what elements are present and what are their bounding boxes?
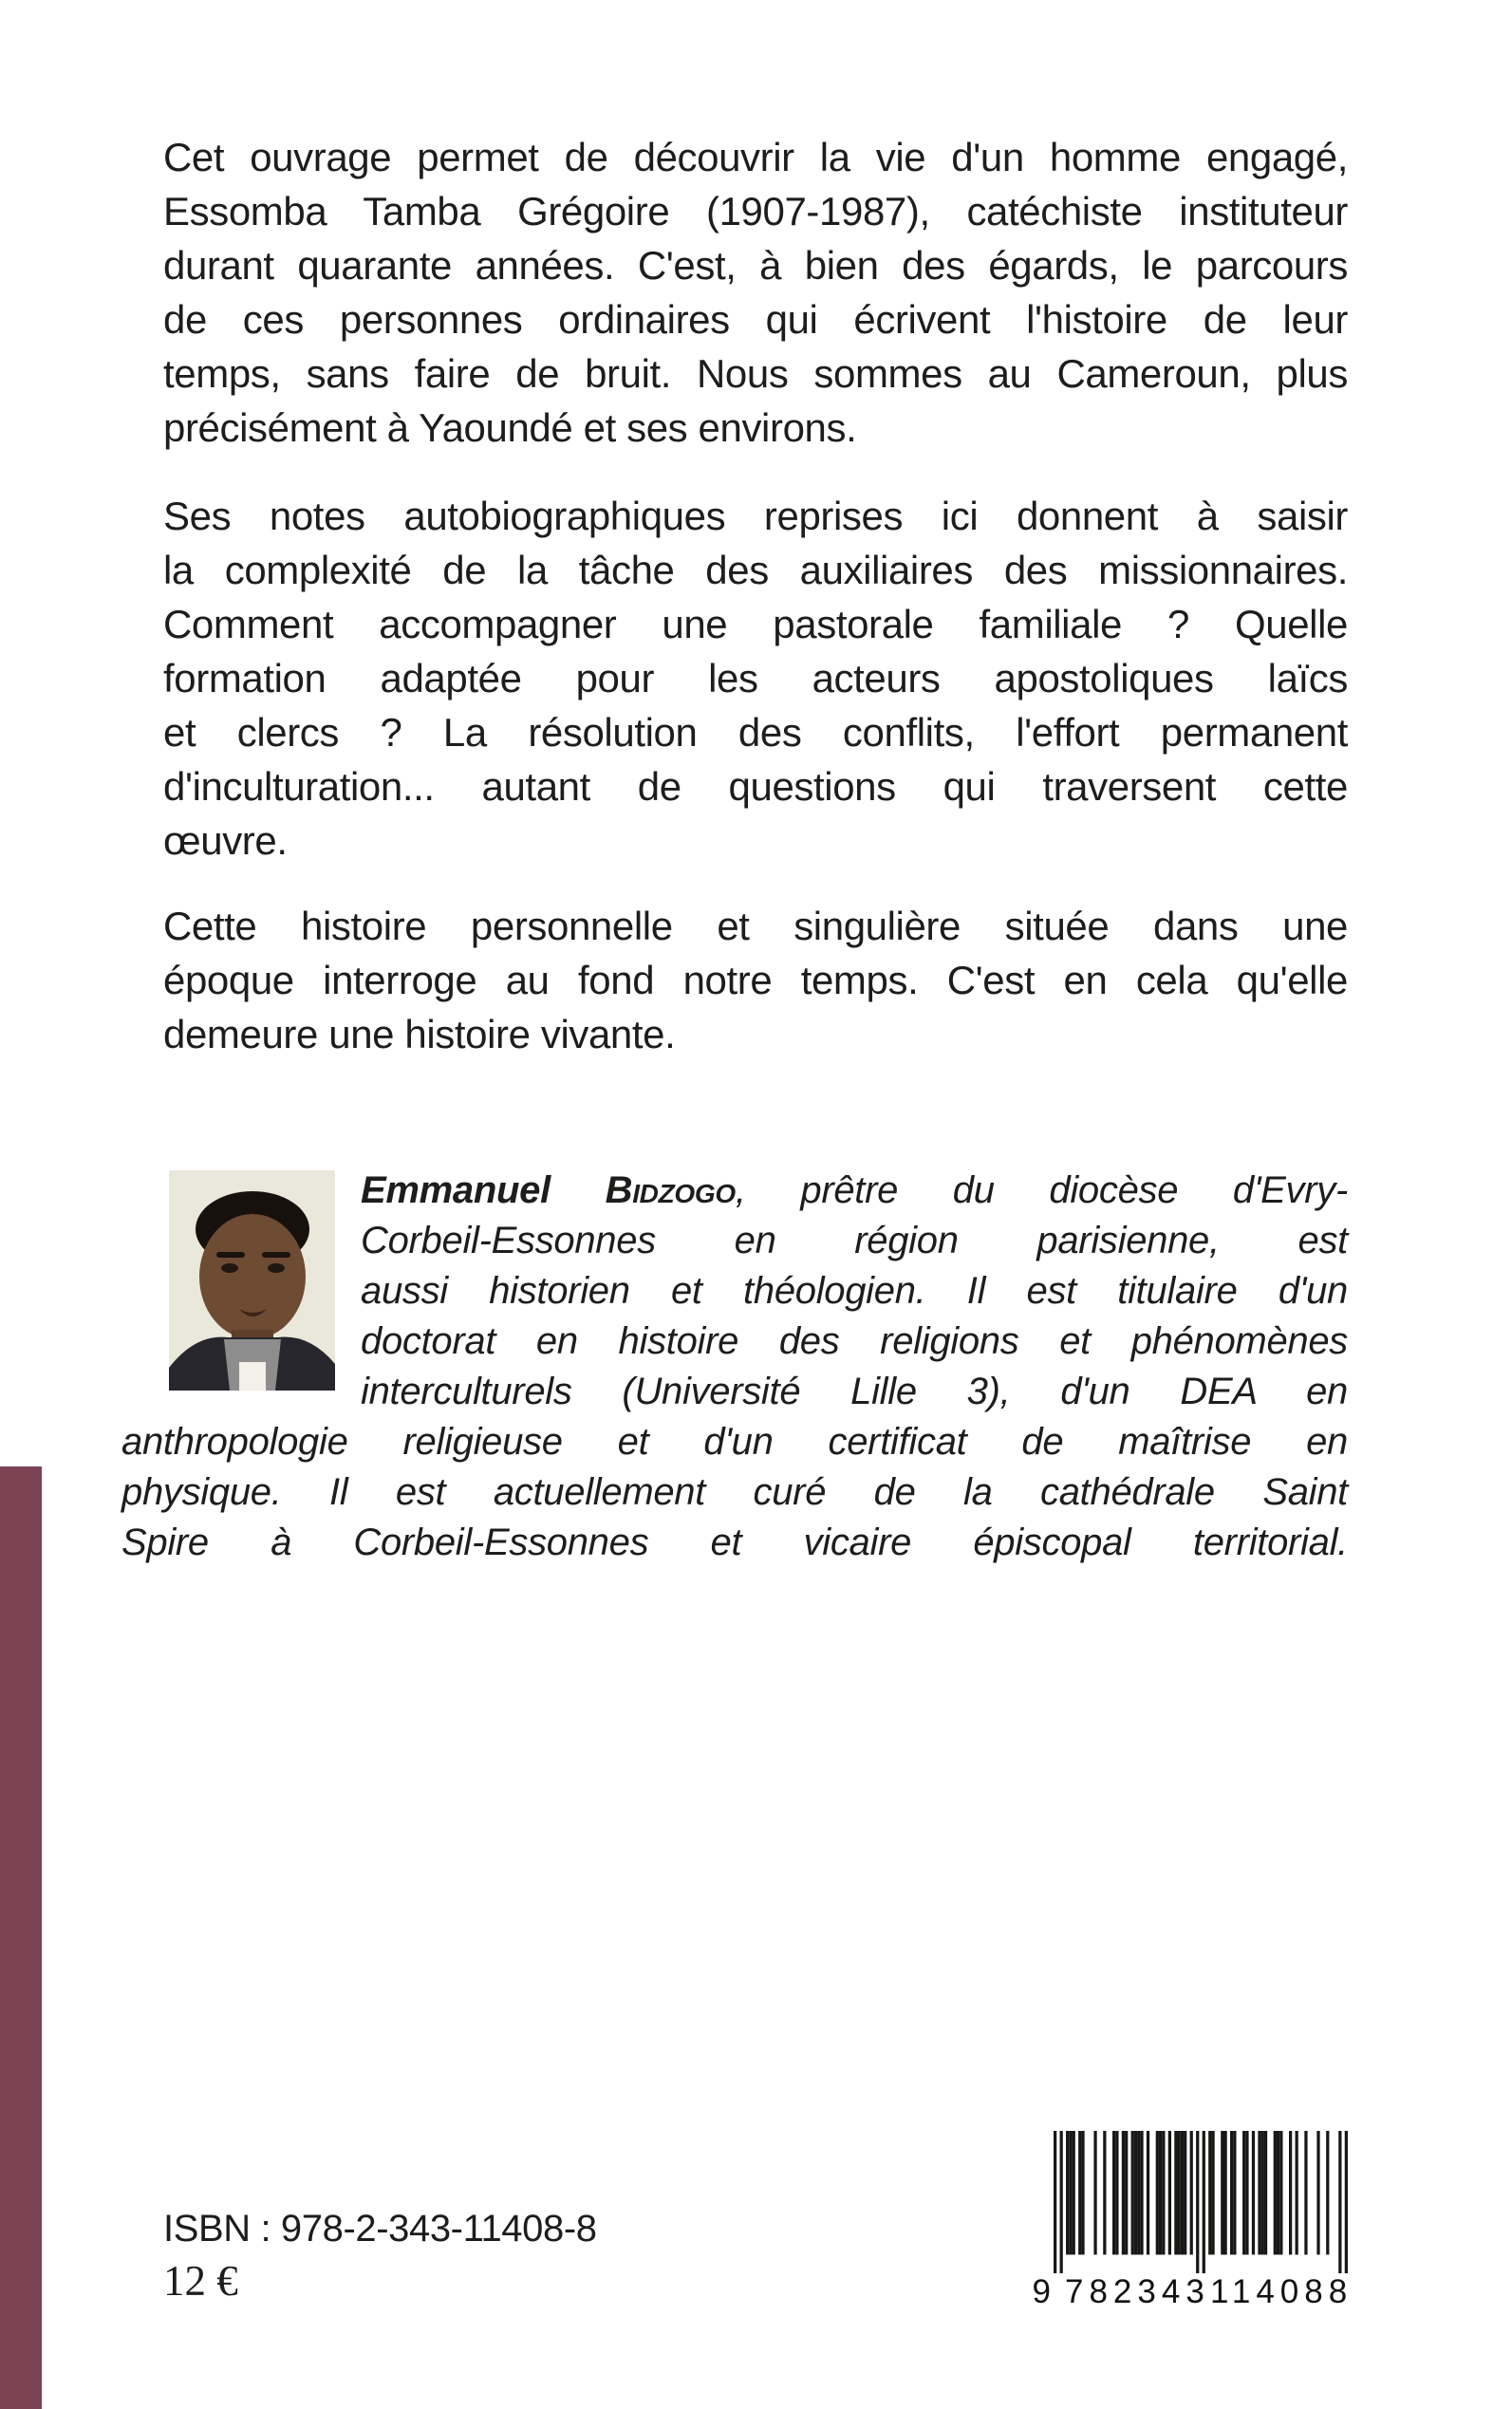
text-line: Ses notes autobiographiques reprises ici donnent à saisir	[163, 494, 1348, 538]
spine-accent-bar	[0, 1466, 42, 2409]
text-line: Comment accompagner une pastorale familiale ? Quelle	[163, 602, 1348, 646]
synopsis-paragraph-3	[163, 899, 1348, 1061]
text-line: interculturels (Université Lille 3), d'un DEA en	[361, 1371, 1348, 1412]
text-line: Corbeil-Essonnes en région parisienne, est	[361, 1220, 1348, 1261]
portrait-face	[199, 1214, 306, 1339]
portrait-clerical-collar	[239, 1362, 266, 1391]
synopsis-paragraph-1	[163, 130, 1348, 455]
barcode	[1030, 2131, 1353, 2311]
barcode-digit-group-1: 9	[1032, 2273, 1051, 2310]
text-line: physique. Il est actuellement curé de la cathédrale Saint	[121, 1471, 1348, 1513]
bio-line-1-text: , prêtre du diocèse d'Evry-	[735, 1169, 1348, 1211]
text-line: la complexité de la tâche des auxiliaires des missionnaires.	[163, 548, 1348, 592]
author-name-first: Emmanuel	[361, 1169, 551, 1211]
text-line: œuvre.	[163, 818, 288, 863]
price-text: 12 €	[163, 2257, 238, 2305]
text-line: Spire à Corbeil-Essonnes et vicaire épiscopal territorial.	[121, 1522, 1348, 1563]
text-line: durant quarante années. C'est, à bien des égards, le parcours	[163, 243, 1348, 288]
text-line: anthropologie religieuse et d'un certificat de maîtrise en	[121, 1421, 1348, 1463]
text-line: doctorat en histoire des religions et phénomènes	[361, 1320, 1348, 1362]
text-line: aussi historien et théologien. Il est titulaire d'un	[361, 1270, 1348, 1312]
author-bio	[121, 1166, 1348, 1568]
barcode-bars	[1054, 2131, 1348, 2273]
synopsis-paragraph-2	[163, 489, 1348, 868]
barcode-digit-group-3: 114088	[1210, 2273, 1353, 2310]
text-line: Cet ouvrage permet de découvrir la vie d'un homme engagé,	[163, 135, 1348, 179]
isbn-text: ISBN : 978-2-343-11408-8	[163, 2208, 597, 2250]
author-portrait-photo	[169, 1170, 335, 1391]
barcode-digit-group-2: 782343	[1065, 2273, 1210, 2310]
text-line: d'inculturation... autant de questions qui traversent cette	[163, 764, 1348, 809]
text-line: et clercs ? La résolution des conflits, l'effort permanent	[163, 710, 1348, 755]
text-line: de ces personnes ordinaires qui écrivent l'histoire de leur	[163, 297, 1348, 342]
text-line: Essomba Tamba Grégoire (1907-1987), catéchiste instituteur	[163, 189, 1348, 233]
text-line: formation adaptée pour les acteurs apostoliques laïcs	[163, 656, 1348, 700]
text-line: époque interroge au fond notre temps. C'est en cela qu'elle	[163, 958, 1348, 1002]
text-line: précisément à Yaoundé et ses environs.	[163, 405, 857, 450]
author-name-last: Bidzogo	[605, 1169, 736, 1211]
text-line: temps, sans faire de bruit. Nous sommes au Cameroun, plus	[163, 351, 1348, 396]
text-line: demeure une histoire vivante.	[163, 1012, 676, 1056]
text-line: Cette histoire personnelle et singulière située dans une	[163, 904, 1348, 948]
